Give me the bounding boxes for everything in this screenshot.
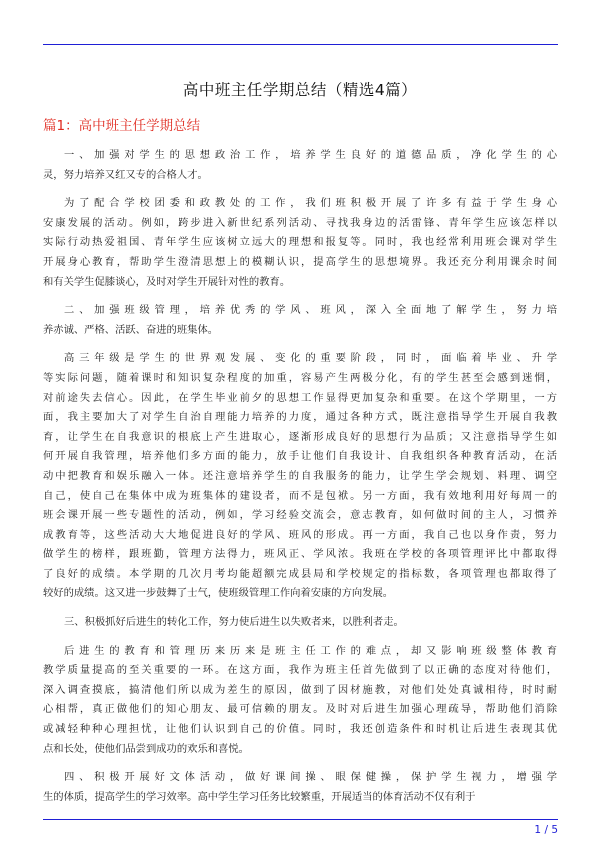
section-heading: 篇1：高中班主任学期总结 bbox=[43, 118, 201, 134]
paragraph bbox=[43, 613, 557, 633]
document-title: 高中班主任学期总结（精选4篇） bbox=[182, 81, 418, 99]
paragraph-line: 后进生的教育和管理历来历来是班主任工作的难点，却又影响班级整体教育 bbox=[64, 644, 557, 657]
paragraph-line: 三、积极抓好后进生的转化工作，努力使后进生以失败者来，以胜利者走。 bbox=[64, 616, 404, 629]
paragraph-line: 育，让学生在自我意识的根底上产生进取心，逐渐形成良好的思想行为品质；又注意指导学生如 bbox=[43, 430, 557, 443]
paragraph-line: 一、加强对学生的思想政治工作，培养学生良好的道德品质，净化学生的心 bbox=[64, 149, 557, 161]
paragraph-line: 面，我主要加大了对学生自治自理能力培养的力度，通过各种方式，既注意指导学生开展自我教 bbox=[43, 411, 557, 424]
paragraph bbox=[43, 642, 557, 760]
paragraph-line: 对前途失去信心。因此，在学生毕业前夕的思想工作显得更加复杂和重要。在这个学期里，一方 bbox=[43, 391, 557, 404]
paragraph-line: 和有关学生促膝谈心，及时对学生开展针对性的教育。 bbox=[43, 275, 291, 288]
paragraph-line: 点和长处，使他们品尝到成功的欢乐和喜悦。 bbox=[43, 742, 249, 755]
paragraph bbox=[43, 349, 557, 604]
paragraph-line: 做学生的榜样，跟班勤，管理方法得力，班风正、学风浓。我班在学校的各项管理评比中都取得 bbox=[43, 548, 557, 561]
paragraph-line: 安康发展的活动。例如，跨步进入新世纪系列活动、寻找我身边的活雷锋、青年学生应该怎样以 bbox=[43, 216, 557, 229]
paragraph-line: 实际行动热爱祖国、青年学生应该树立远大的理想和报复等。同时，我也经常利用班会课对学生 bbox=[43, 236, 557, 249]
header-rule bbox=[43, 44, 558, 45]
paragraph-line: 或减轻种种心理担忧，让他们认识到自己的价值。同时，我还创造条件和时机让后进生表现其优 bbox=[43, 723, 557, 736]
paragraph-line: 高三年级是学生的世界观发展、变化的重要阶段，同时，面临着毕业、升学 bbox=[64, 352, 557, 365]
paragraph-line: 成教育等，这些活动大大地促进良好的学风、班风的形成。再一方面，我自己也以身作责，努力 bbox=[43, 528, 557, 541]
paragraph bbox=[43, 768, 557, 807]
paragraph-line: 养赤诚、严格、活跃、奋进的班集体。 bbox=[43, 323, 219, 336]
paragraph-line: 自己，使自己在集体中成为班集体的建设者，而不是包袱。另一方面，我有效地利用好每周一的 bbox=[43, 489, 557, 502]
paragraph-line: 开展身心教育，帮助学生澄清思想上的模糊认识，提高学生的思想境界。我还充分利用课余时间 bbox=[43, 255, 557, 268]
paragraph-line: 等实际问题，随着课时和知识复杂程度的加重，容易产生两极分化，有的学生甚至会感到迷惘， bbox=[43, 371, 557, 384]
paragraph-line: 为了配合学校团委和政教处的工作，我们班积极开展了许多有益于学生身心 bbox=[64, 197, 557, 210]
paragraph-line: 班会课开展一些专题性的活动，例如，学习经验交流会，意志教育，如何做时间的主人，习惯养 bbox=[43, 509, 557, 522]
document-body bbox=[43, 146, 557, 816]
paragraph bbox=[43, 146, 557, 185]
paragraph-line: 何开展自我管理，培养他们多方面的能力，放手让他们自我设计、自我组织各种教育活动，在活 bbox=[43, 450, 557, 463]
paragraph-line: 深入调查摸底，搞清他们所以成为差生的原因，做到了因材施教，对他们处处真诚相待，时时耐 bbox=[43, 683, 557, 696]
paragraph-line: 了良好的成绩。本学期的几次月考均能超额完成县局和学校规定的指标数，各项管理也都取得了 bbox=[43, 567, 557, 580]
paragraph-line: 灵，努力培养又红又专的合格人才。 bbox=[43, 168, 208, 181]
paragraph-line: 动中把教育和娱乐融入一体。还注意培养学生的自我服务的能力，让学生学会规划、料理、调空 bbox=[43, 469, 557, 482]
paragraph-line: 生的体质，提高学生的学习效率。高中学生学习任务比较繁重，开展适当的体育活动不仅有利于 bbox=[43, 790, 476, 803]
paragraph bbox=[43, 194, 557, 292]
paragraph-line: 较好的成绩。这又进一步鼓舞了士气，使班级管理工作向着安康的方向发展。 bbox=[43, 587, 394, 600]
paragraph bbox=[43, 301, 557, 340]
page-number: 1 / 5 bbox=[534, 824, 558, 836]
paragraph-line: 四、积极开展好文体活动，做好课间操、眼保健操，保护学生视力，增强学 bbox=[64, 771, 557, 784]
paragraph-line: 教学质量提高的至关重要的一环。在这方面，我作为班主任首先做到了以正确的态度对待他们， bbox=[43, 664, 557, 677]
footer-rule bbox=[43, 819, 558, 820]
paragraph-line: 二、加强班级管理，培养优秀的学风、班风，深入全面地了解学生，努力培 bbox=[64, 304, 557, 317]
paragraph-line: 心相帮，真正做他们的知心朋友、最可信赖的朋友。及时对后进生加强心理疏导，帮助他们消除 bbox=[43, 703, 557, 716]
